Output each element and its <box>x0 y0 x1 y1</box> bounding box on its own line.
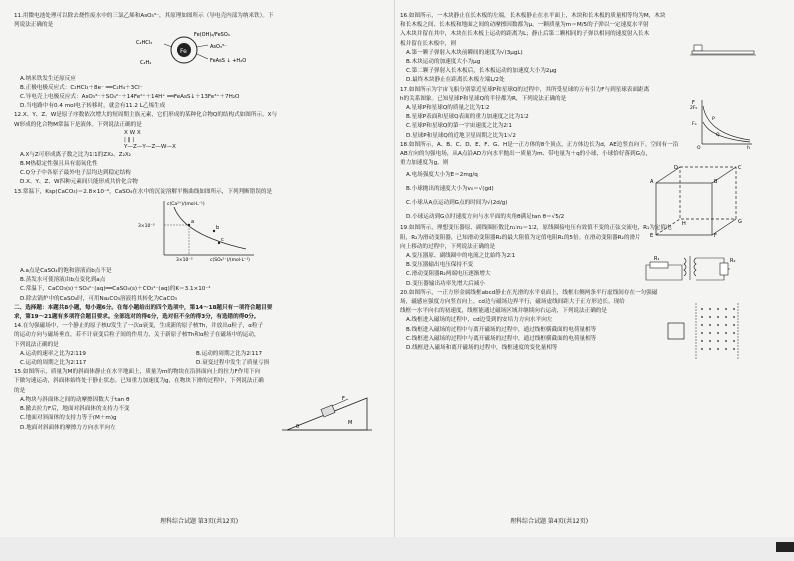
q17-stem-line: h的关系图象。已知星球P和星球Q的半径都为R，下列说法正确的是 <box>400 95 567 102</box>
q15-option-c: C.地面对斜面体的支持力等于(M＋m)g <box>20 415 117 422</box>
q11-stem-line: 列说法正确的是 <box>14 22 54 29</box>
q18-stem-line: AB方向的匀强电场，从A点沿AD方向水平抛出一质量为m、带电量为＋q的小球，小球恰好落到G点， <box>400 151 652 158</box>
q12-option-a: A.X与Z可形成离子数之比为1∶1的ZX₂、Z₂X₂ <box>20 151 131 158</box>
q20-stem-line: 20.如图所示，一正方形金属线框abcd静止在光滑的水平桌面上，线框右侧两条平行虚线间存在一匀强磁 <box>400 289 658 296</box>
q14-option-b: B.运动的周期之比为2∶117 <box>196 350 263 357</box>
q14-stem-line: 的运动方向与磁场垂直，若不计衰变后粒子间的作用力，关于新原子核Th和α粒子在磁场中的运动， <box>14 332 260 339</box>
q12-structure-row: Y—Z—Y—Z—W—X <box>124 143 176 150</box>
q19-option-d: D.变压器输出功率先增大后减小 <box>406 280 485 287</box>
q16-option-a: A.第一颗子弹射入木块前瞬间的速度为√(3μgL) <box>406 49 523 56</box>
cube-vertex-g: G <box>738 218 742 225</box>
q13-option-b: B.蒸发水可使溶液由b点变化到a点 <box>20 277 106 284</box>
q15-option-b: B.撤去拉力F后，地面对斜面体的支持力不变 <box>20 406 130 413</box>
q20-option-b: B.线框进入磁场的过程中与离开磁场的过程中，通过线框横截面的电荷量相等 <box>406 326 597 333</box>
q16-board-figure <box>690 40 756 58</box>
q18-option-d: D.小球运动到G点时速度方向与水平面的夹角θ满足tan θ＝√5/2 <box>406 214 565 221</box>
q17-f0-tick: F₀ <box>692 121 697 127</box>
q12-structure-row: X W X <box>124 129 141 136</box>
cube-vertex-e: E <box>650 232 654 239</box>
q19-option-a: A.变压器原、副线圈中的电流之比始终为2∶1 <box>406 253 516 260</box>
q14-options-row2 <box>14 359 389 368</box>
q12-option-d: D.X、Y、Z、W四种元素间只能形成共价化合物 <box>20 179 138 186</box>
question-12 <box>14 111 389 187</box>
q14-options-row1 <box>14 350 389 359</box>
q13-point-b: b <box>216 224 220 231</box>
q17-option-d: D.星球P和星球Q的近地卫星周期之比为1∶√2 <box>406 132 516 139</box>
cube-vertex-b: B <box>714 178 718 185</box>
q11-fe-label: Fe <box>180 48 187 56</box>
q17-y-axis-label: F <box>692 99 695 106</box>
q18-option-a: A.电场强度大小为E＝2mg/q <box>406 172 478 179</box>
question-11 <box>14 12 389 111</box>
question-19 <box>400 224 775 288</box>
q16-option-c: C.第二颗子弹射入长木板后，长木板运动的加速度大小为2μg <box>406 68 557 75</box>
q17-option-a: A.星球P和星球Q的质量之比为1∶2 <box>406 105 490 112</box>
q14-option-c: C.运动的周期之比为2∶117 <box>20 360 87 367</box>
q17-option-c: C.星球P和星球Q的第一宇宙速度之比为2∶1 <box>406 123 512 130</box>
q19-stem-line: 19.如图所示，理想变压器原、副线圈匝数比n₁∶n₂＝1∶2，原线圈接电压有效值不变的正弦交流电，R₁为定值电 <box>400 225 672 232</box>
q16-option-d: D.最终木块静止在距离长木板左端L/2处 <box>406 77 505 84</box>
q20-stem-line: 场，磁感应强度方向竖直向上。cd边与磁场边界平行，磁场虚线间距大于正方形边长。现给 <box>400 299 625 306</box>
q11-option-d: D.当电路中有0.4 mol电子转移时，就会有11.2 L乙烯生成 <box>20 103 166 110</box>
cube-vertex-d: D <box>674 164 678 171</box>
right-page <box>400 12 775 353</box>
q19-r2-label: R₂ <box>730 258 736 265</box>
q14-option-d: D.衰变过程中发生了质量亏损 <box>196 360 270 367</box>
scan-bottom-edge <box>0 537 794 561</box>
q13-option-d: D.除去锅炉中的CaSO₄时，可用Na₂CO₃溶液将其转化为CaCO₃ <box>20 295 177 302</box>
q17-origin-label: O <box>697 145 701 150</box>
q16-option-b: B.木块运动的加速度大小为μg <box>406 59 481 66</box>
q14-stem-line: 14.在匀强磁场中，一个静止的原子核U发生了一次α衰变，生成新的原子核Th，并放出α粒子，α粒子 <box>14 323 264 330</box>
q13-x-axis-label: c(SO₄²⁻)/(mol·L⁻¹) <box>210 257 250 263</box>
cube-vertex-h: H <box>682 220 686 227</box>
q11-stem-line: 11.用微电池处理可以除去烧性废水中的三氯乙烯和AsO₃³⁻，其原理如图所示（导电壳内部为纳米铁）。下 <box>14 13 274 19</box>
q14-option-a: A.运动的速率之比为2∶119 <box>20 350 86 357</box>
section-2-line: 求，第19～21题有多项符合题目要求。全部选对的得6分，选对但不全的得3分，有选错的得0分。 <box>14 314 260 321</box>
page-fold <box>394 0 395 561</box>
q16-stem-line: 16.如图所示，一木块静止在长木板的左端，长木板静止在水平面上，木块和长木板的质量相等均为M，木块 <box>400 13 666 19</box>
q17-curve-p: P <box>712 116 715 122</box>
q11-top-label: Fe(OH)₂/FeSO₄ <box>194 32 230 39</box>
q15-stem-line: 下做匀速运动，斜面体始终处于静止状态。已知重力加速度为g，在物块下滑的过程中，下列说法正确 <box>14 378 264 385</box>
q19-option-c: C.滑动变阻器R₂两端电压逐渐增大 <box>406 271 491 278</box>
q15-force-label: F <box>342 396 345 403</box>
q17-x-axis-label: h <box>747 145 750 150</box>
cube-vertex-c: C <box>738 164 742 171</box>
question-14 <box>14 322 389 368</box>
left-page <box>14 12 389 433</box>
q11-option-c: C.导电壳上电极反应式：AsO₃³⁻＋SO₄²⁻＋14Fe²⁺＋14H⁺ ══FeAsS↓＋13Fe³⁺＋7H₂O <box>20 94 240 101</box>
q15-option-d: D.地面对斜面体的摩擦力方向水平向左 <box>20 424 116 431</box>
q12-stem-line: 12.X、Y、Z、W是原子序数依次增大的短周期主族元素，它们形成的某种化合物Q的结构式如图所示。X与 <box>14 112 278 119</box>
question-16 <box>400 12 775 86</box>
q12-stem-line: W形成的化合物M常温下是液体。下列说法正确的是 <box>14 121 142 128</box>
q20-stem-line: 线框一水平向右的初速度，线框能通过磁场区域并继续向右运动，下列说法正确的是 <box>400 308 607 315</box>
q13-stem-line: 13.常温下，Ksp(CaCO₃)＝2.8×10⁻⁹，CaSO₄在水中的沉淀溶解平衡曲线如图所示，下列判断错误的是 <box>14 188 273 195</box>
q19-r1-label: R₁ <box>654 256 660 263</box>
q15-stem-line: 的是 <box>14 387 26 394</box>
q18-stem-line: 18.如图所示，A、B、C、D、E、F、G、H是一正方体的8个顶点，正方体边长为d，AE边竖直向下。空间有一沿 <box>400 141 679 148</box>
q20-magnetic-field-figure <box>662 303 742 359</box>
q15-incline-figure <box>282 392 372 434</box>
q11-right-label: AsO₃³⁻ <box>210 44 227 51</box>
q19-stem-line: 向上移动的过程中，下列说法正确的是 <box>400 243 496 250</box>
q11-electrochem-figure <box>14 30 384 70</box>
q17-curve-q: Q <box>716 132 720 138</box>
q17-option-b: B.星球P表面和星球Q表面的重力加速度之比为1∶2 <box>406 114 529 121</box>
q12-structure <box>14 130 389 151</box>
q12-option-b: B.M热稳定性强且具有弱氧化性 <box>20 161 98 168</box>
q20-option-c: C.线框进入磁场的过程中与离开磁场的过程中，通过线框横截面的电荷量相等 <box>406 335 597 342</box>
q20-option-a: A.线框进入磁场的过程中，cd边受到的安培力方向水平向左 <box>406 317 553 324</box>
q20-option-d: D.线框进入磁场和离开磁场的过程中，线框速度的变化量相等 <box>406 345 558 352</box>
question-20 <box>400 289 775 353</box>
q16-stem-line: 入木块并留在其中，木块在长木板上运动的距离为L；静止后第二颗相同的子弹以相同的速度射入长木 <box>400 31 650 38</box>
q11-option-a: A.纳米铁发生还原反应 <box>20 75 76 82</box>
q13-point-a: a <box>191 218 195 225</box>
q11-left-label2: C₂H₄ <box>140 60 152 67</box>
q16-stem-line: 板并留在长木板中，则 <box>400 40 456 47</box>
q12-structure-row: | ‖ | <box>124 136 135 143</box>
q17-stem-line: 17.如图所示为宇宙飞船分别靠近星球P和星球Q的过程中，其所受星球的万有引力F与到星球表面距离 <box>400 86 650 93</box>
q18-option-b: B.小球抛出的速度大小为v₀＝√(gd) <box>406 186 494 193</box>
q13-y-axis-label: c(Ca²⁺)/(mol·L⁻¹) <box>167 201 205 207</box>
q15-angle-label: θ <box>296 424 300 431</box>
q11-option-b: B.正极电极反应式：C₂HCl₃＋8e⁻ ══C₂H₄＋3Cl⁻ <box>20 84 143 91</box>
q15-stem-line: 15.如图所示，质量为M的斜面体静止在水平地面上，质量为m的物块在沿斜面向上的拉力F作用下向 <box>14 369 261 376</box>
q13-option-c: C.常温下，CaCO₃(s)＋SO₄²⁻(aq)══CaSO₄(s)＋CO₃²⁻(aq)的K＝3.1×10⁻⁴ <box>20 286 211 293</box>
q13-option-a: A.a点是CaSO₄的饱和溶液而b点不是 <box>20 268 112 275</box>
q13-x-tick: 3×10⁻³ <box>176 257 193 263</box>
q14-stem-line: 下列说法正确的是 <box>14 341 59 348</box>
right-page-footer: 理科综合试题 第4页(共12页) <box>510 518 589 525</box>
question-15 <box>14 368 389 432</box>
cube-vertex-a: A <box>650 178 654 185</box>
q17-2f0-tick: 2F₀ <box>690 105 698 111</box>
scan-corner-mark <box>776 542 794 552</box>
section-2-instructions <box>14 304 389 322</box>
q18-stem-line: 重力加速度为g，则 <box>400 160 449 167</box>
q19-transformer-figure <box>644 250 744 286</box>
q13-point-c: c <box>221 236 224 243</box>
q13-solubility-graph <box>14 197 384 263</box>
question-13 <box>14 188 389 304</box>
q12-option-c: C.Q分子中各原子最外电子层均达到稳定结构 <box>20 170 131 177</box>
q19-stem-line: 阻，R₂为滑动变阻器，已知滑动变阻器R₂的最大阻值为定值电阻R₁的5倍。在滑动变阻器R₂的滑片 <box>400 234 641 241</box>
cube-vertex-f: F <box>714 232 717 239</box>
q16-stem-line: 和长木板之间、长木板和地面之间的动摩擦因数都为μ。一颗质量为m＝M/5的子弹以一定速度水平射 <box>400 22 649 29</box>
q15-option-a: A.物块与斜面体之间的动摩擦因数大于tan θ <box>20 396 130 403</box>
q11-right-label2: FeAsS ↓ +H₂O <box>210 58 247 65</box>
q11-left-label: C₂HCl₃ <box>136 40 153 47</box>
left-page-footer: 理科综合试题 第3页(共12页) <box>160 518 239 525</box>
q18-option-c: C.小球从A点运动到G点的时间为√(2d/g) <box>406 200 508 207</box>
q19-option-b: B.变压器输出电压保持不变 <box>406 262 474 269</box>
section-2-line: 二、选择题：本题共8小题，每小题6分。在每小题给出的四个选项中，第14～18题只有一项符合题目要 <box>14 304 273 311</box>
q13-y-tick: 3×10⁻³ <box>138 223 155 229</box>
q15-mass-label: M <box>348 420 353 427</box>
